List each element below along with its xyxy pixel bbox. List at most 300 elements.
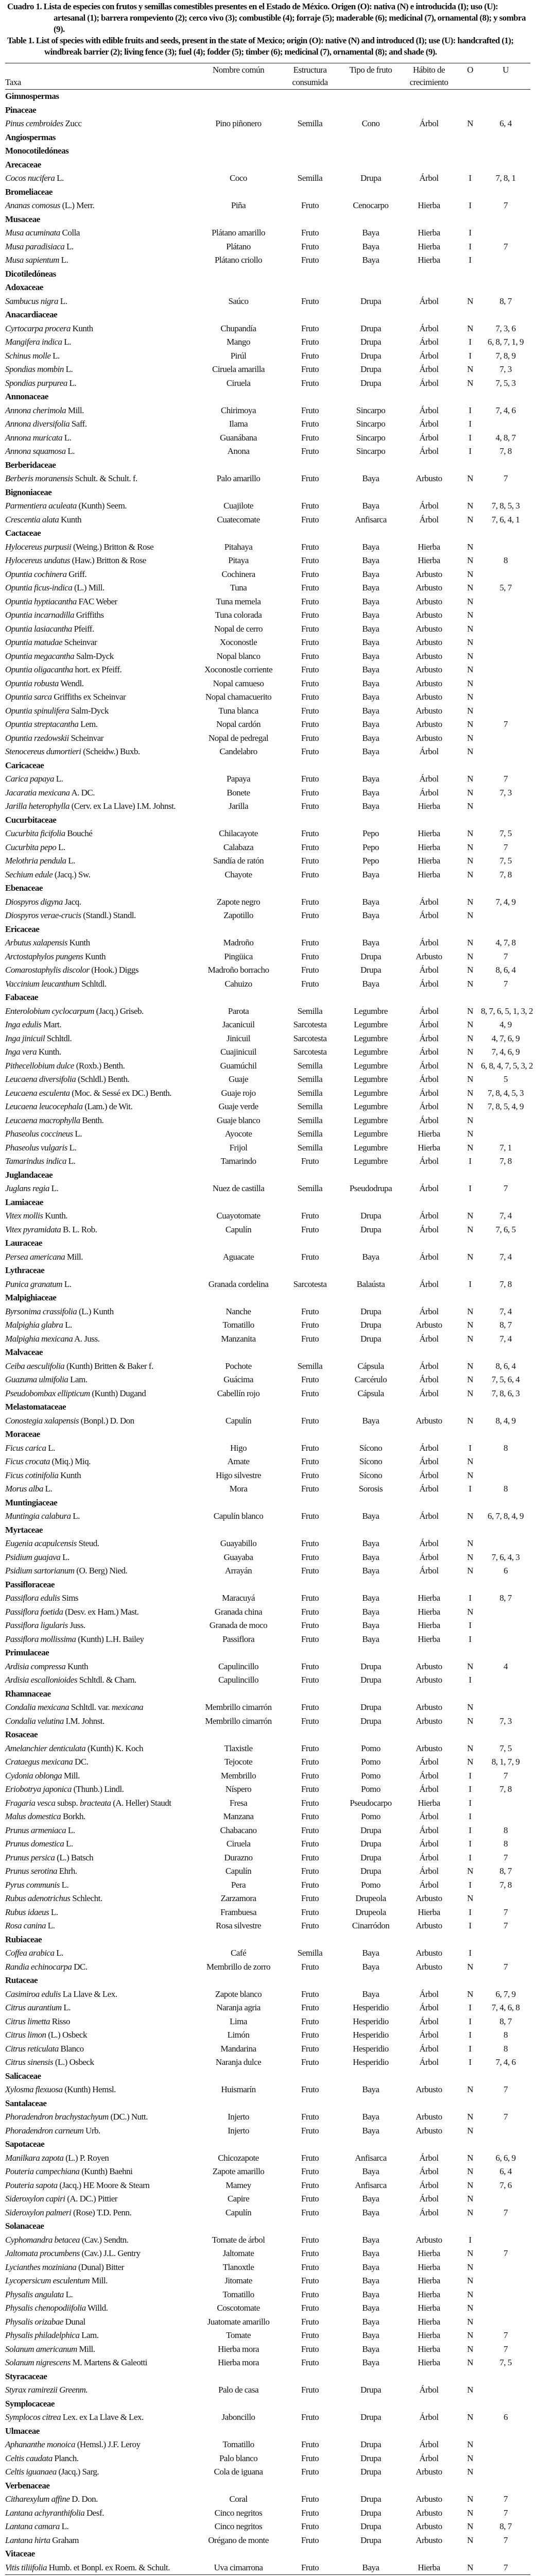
authority: Dunal [65, 2316, 85, 2327]
authority: Mill. [79, 2344, 95, 2354]
fruit-type: Baya [362, 2276, 379, 2285]
taxon-group-row [5, 923, 530, 937]
taxon-group-label: Lythraceae [5, 1265, 45, 1275]
structure: Fruto [301, 1852, 319, 1862]
species-name [5, 1865, 200, 1878]
use: 7, 4 [499, 1251, 512, 1262]
fruit-type: Baya [362, 2344, 379, 2354]
structure: Fruto [301, 2003, 319, 2012]
habit: Árbol [419, 405, 439, 415]
scientific-name: Leucaena macrophylla [5, 1115, 80, 1125]
fruit-type: Drupa [360, 2467, 381, 2477]
habit: Árbol [419, 1088, 439, 1098]
species-name [5, 1906, 200, 1920]
authority: L. [65, 2289, 73, 2299]
species-name [5, 417, 200, 431]
use: 5 [504, 1074, 508, 1084]
origin: I [469, 1825, 472, 1835]
structure: Semilla [297, 1115, 323, 1125]
structure: Fruto [301, 965, 319, 975]
common-name: Plátano criollo [214, 255, 263, 265]
use: 6, 8, 4, 7, 5, 3, 2 [481, 1060, 533, 1071]
authority: L. [47, 1921, 55, 1930]
taxon-group-label: Solanaceae [5, 2221, 44, 2231]
authority: Mill. [63, 1770, 80, 1781]
use: 7, 8 [499, 869, 512, 879]
scientific-name: Phaseolus coccineus [5, 1129, 73, 1139]
common-name: Frijol [229, 1142, 248, 1153]
scientific-name: Rosa canina [5, 1921, 46, 1930]
authority: (Standl.) Standl. [83, 910, 136, 920]
habit: Árbol [419, 1074, 439, 1084]
origin: I [469, 1634, 472, 1644]
fruit-type: Baya [362, 2248, 379, 2258]
fruit-type: Legumbre [354, 1142, 388, 1153]
use: 7, 3, 6 [495, 323, 516, 333]
taxon-group-row [5, 308, 530, 322]
common-name: Nopal de pedregal [208, 733, 269, 743]
origin: N [467, 323, 473, 333]
common-name: Nopal camueso [213, 678, 264, 688]
fruit-type: Drupa [360, 364, 381, 374]
scientific-name: Diospyros digyna [5, 896, 63, 907]
species-name [5, 1032, 200, 1046]
origin: I [469, 2057, 472, 2067]
structure: Semilla [297, 1074, 323, 1084]
structure: Fruto [301, 774, 319, 784]
species-row [5, 595, 530, 609]
use: 7 [504, 842, 508, 852]
species-name [5, 1414, 200, 1428]
structure: Fruto [301, 2385, 319, 2395]
use: 7, 4 [499, 1333, 512, 1344]
common-name: Pitaya [228, 555, 249, 565]
origin: N [467, 2180, 473, 2190]
use: 8, 7, 6, 5, 1, 3, 2 [481, 1006, 533, 1016]
fruit-type: Cono [361, 118, 380, 128]
fruit-type: Legumbre [354, 1156, 388, 1166]
habit: Arbusto [416, 2507, 442, 2518]
origin: N [467, 1101, 473, 1111]
authority: Blanco [60, 2043, 84, 2054]
scientific-name: Passiflora ligularis [5, 1620, 68, 1630]
habit: Árbol [419, 350, 439, 361]
habit: Árbol [419, 1101, 439, 1111]
origin: N [467, 2562, 473, 2572]
scientific-name: Opuntia streptacantha [5, 719, 79, 729]
species-name [5, 1919, 200, 1933]
scientific-name: Byrsonima crassifolia [5, 1306, 77, 1316]
structure: Fruto [301, 200, 319, 210]
use [481, 1114, 530, 1128]
species-row [5, 253, 530, 267]
scientific-name: Opuntia ficus-indica [5, 583, 73, 592]
species-row [5, 1114, 530, 1128]
structure: Fruto [301, 1251, 319, 1262]
species-name [5, 1005, 200, 1019]
scientific-name: Schinus molle [5, 350, 51, 361]
structure: Semilla [297, 1129, 323, 1139]
species-name [5, 2288, 200, 2302]
species-row [5, 1865, 530, 1878]
taxon-group-label: Pinaceae [5, 105, 37, 115]
species-row [5, 172, 530, 185]
authority: L. [48, 1443, 55, 1453]
fruit-type: Baya [362, 1989, 379, 1999]
fruit-type: Anfisarca [355, 2153, 387, 2163]
common-name: Capire [227, 2194, 250, 2204]
origin: N [467, 1415, 473, 1426]
species-name [5, 1605, 200, 1619]
common-name: Higo [230, 1443, 247, 1453]
authority: (L.) Mill. [74, 583, 105, 592]
species-name [5, 650, 200, 664]
fruit-type: Pseudocarpo [350, 1798, 392, 1808]
structure: Fruto [301, 2043, 319, 2054]
fruit-type: Baya [362, 255, 379, 265]
origin: N [467, 501, 473, 511]
use: 7, 8, 6, 3 [491, 1388, 520, 1398]
fruit-type: Sorosis [358, 1484, 383, 1494]
scientific-name: Melothria pendula [5, 856, 66, 866]
scientific-name: Amelanchier denticulata [5, 1743, 86, 1753]
origin: N [467, 2262, 473, 2272]
species-row [5, 1032, 530, 1046]
structure: Semilla [297, 1101, 323, 1111]
species-name [5, 377, 200, 391]
species-name [5, 2083, 200, 2097]
table-caption [0, 0, 536, 58]
scientific-name: Citrus sinensis [5, 2057, 54, 2067]
authority: (Kunth) Baehni [81, 2166, 133, 2176]
habit: Árbol [419, 1866, 439, 1876]
common-name: Arrayán [224, 1566, 252, 1575]
origin: N [467, 1306, 473, 1316]
scientific-name: Spondias mombin [5, 364, 64, 374]
species-row [5, 1469, 530, 1483]
habit: Arbusto [416, 651, 442, 661]
authority: (Weing.) Britton & Rose [73, 541, 154, 552]
structure: Fruto [301, 323, 319, 333]
species-row [5, 1837, 530, 1851]
species-row [5, 1442, 530, 1455]
origin: N [467, 2453, 473, 2463]
species-name [5, 1223, 200, 1237]
structure: Fruto [301, 1156, 319, 1166]
use: 7, 5 [499, 828, 512, 838]
use [481, 540, 530, 554]
authority: L. [64, 1279, 72, 1289]
authority: Kunth. [45, 1211, 67, 1221]
common-name: Madroño borracho [208, 965, 269, 975]
origin: N [467, 637, 473, 647]
scientific-name: Lycianthes moziniana [5, 2262, 77, 2272]
origin: N [467, 1552, 473, 1562]
fruit-type: Baya [362, 2125, 379, 2136]
scientific-name: Sechium edule [5, 869, 53, 879]
species-name [5, 445, 200, 459]
species-name [5, 2110, 200, 2124]
species-row [5, 827, 530, 841]
origin: N [467, 296, 473, 306]
taxon-group-label: Rutaceae [5, 1975, 38, 1985]
species-row [5, 226, 530, 240]
common-name: Guayaba [223, 1552, 253, 1562]
use: 8, 7 [499, 296, 512, 306]
structure: Fruto [301, 1716, 319, 1726]
structure: Fruto [301, 473, 319, 483]
common-name: Zapote amarillo [212, 2166, 265, 2176]
origin: N [467, 2125, 473, 2136]
origin: I [469, 1770, 472, 1781]
use: 4 [504, 1661, 508, 1671]
scientific-name: Psidium sartorianum [5, 1566, 75, 1575]
species-name [5, 253, 200, 267]
structure: Fruto [301, 1661, 319, 1671]
species-row [5, 1537, 530, 1551]
origin: I [469, 350, 472, 361]
taxon-group-label: Dicotiledóneas [5, 268, 56, 279]
fruit-type: Pepo [362, 856, 379, 866]
species-name [5, 1564, 200, 1578]
taxon-group-label: Passifloraceae [5, 1579, 55, 1589]
habit: Árbol [419, 118, 439, 128]
authority: Mill. [91, 2276, 108, 2285]
taxon-group-label: Primulaceae [5, 1648, 49, 1657]
fruit-type: Baya [362, 596, 379, 606]
taxon-group-label: Malvaceae [5, 1347, 43, 1357]
structure: Fruto [301, 1538, 319, 1548]
authority: A. Juss. [74, 1333, 100, 1344]
authority: D. Don. [72, 2494, 98, 2504]
origin: N [467, 2207, 473, 2217]
authority: La Llave & Lex. [62, 1989, 117, 1999]
common-name: Tlaxistle [224, 1743, 253, 1753]
scientific-name: Inga edulis [5, 1020, 42, 1029]
structure: Fruto [301, 623, 319, 634]
authority: L. [61, 1879, 69, 1890]
species-name [5, 2452, 200, 2466]
common-name: Granada de moco [209, 1620, 268, 1630]
fruit-type: Baya [362, 896, 379, 907]
species-row [5, 1742, 530, 1756]
fruit-type: Drupa [360, 323, 381, 333]
use: 7, 8, 5, 3 [491, 501, 520, 511]
authority: (Hook.) Diggs [91, 965, 139, 975]
habit: Árbol [419, 1224, 439, 1234]
species-name [5, 1797, 200, 1810]
species-name [5, 895, 200, 909]
fruit-type: Drupa [360, 2439, 381, 2449]
species-name [5, 909, 200, 923]
scientific-name: Malus domestica [5, 1811, 61, 1821]
common-name: Guácima [223, 1375, 253, 1384]
scientific-name: Randia echinocarpa [5, 1961, 72, 1972]
common-name: Nanche [226, 1306, 251, 1316]
habit: Hierba [418, 1606, 440, 1617]
taxon-group-row [5, 759, 530, 773]
authority: (Cerv. ex La Llave) I.M. Johnst. [71, 801, 176, 811]
fruit-type: Hesperidio [353, 2016, 389, 2026]
fruit-type: Anfisarca [355, 514, 387, 524]
use: 4, 7, 8 [495, 938, 516, 947]
taxon-group-label: Musaceae [5, 214, 40, 224]
habit: Hierba [418, 1798, 440, 1808]
habit: Arbusto [416, 583, 442, 592]
use: 7, 4 [499, 1306, 512, 1316]
origin: N [467, 2385, 473, 2395]
structure: Fruto [301, 419, 319, 429]
authority: FAC Weber [78, 596, 117, 606]
origin: N [467, 1702, 473, 1712]
taxon-group-label: Styracaceae [5, 2371, 47, 2381]
scientific-name: Citharexylum affine [5, 2494, 70, 2504]
structure: Fruto [301, 637, 319, 647]
species-name [5, 2506, 200, 2520]
species-row [5, 1482, 530, 1496]
origin: N [467, 541, 473, 552]
structure: Fruto [301, 1320, 319, 1330]
common-name: Capulín [225, 1224, 252, 1234]
species-row [5, 2438, 530, 2452]
species-name [5, 1250, 200, 1264]
species-name [5, 1455, 200, 1469]
origin: N [467, 678, 473, 688]
habit: Arbusto [416, 678, 442, 688]
species-row [5, 117, 530, 131]
species-name [5, 1373, 200, 1387]
origin: N [467, 1115, 473, 1125]
species-name [5, 1510, 200, 1523]
common-name: Zarzamora [220, 1893, 256, 1903]
species-name [5, 1278, 200, 1292]
fruit-type: Drupa [360, 2494, 381, 2504]
scientific-name: Spondias purpurea [5, 378, 67, 388]
species-name [5, 854, 200, 868]
authority: (Kunth) K. Koch [87, 1743, 144, 1753]
use [481, 2192, 530, 2206]
use: 6, 4 [499, 2166, 512, 2176]
authority-part: subsp. [55, 1798, 80, 1808]
fruit-type: Drupa [360, 2412, 381, 2422]
structure: Fruto [301, 1484, 319, 1494]
origin: I [469, 1921, 472, 1930]
use [481, 417, 530, 431]
species-name [5, 2179, 200, 2193]
habit: Árbol [419, 1784, 439, 1794]
common-name: Orégano de monte [208, 2535, 269, 2545]
species-row [5, 1906, 530, 1920]
taxon-group-row [5, 1168, 530, 1182]
use: 7 [504, 2248, 508, 2258]
taxon-group-label: Lauraceae [5, 1238, 42, 1248]
authority: L. [66, 1839, 73, 1849]
fruit-type: Baya [362, 2234, 379, 2245]
use [481, 1469, 530, 1483]
structure: Semilla [297, 1006, 323, 1016]
habit: Árbol [419, 296, 439, 306]
scientific-name: Annona muricata [5, 432, 63, 443]
common-name: Chirimoya [220, 405, 256, 415]
taxon-group-row [5, 185, 530, 199]
scientific-name: Sambucus nigra [5, 296, 59, 306]
species-row [5, 2383, 530, 2397]
common-name: Injerto [228, 2112, 249, 2122]
scientific-name: Conostegia xalapensis [5, 1415, 79, 1426]
habit: Árbol [419, 2194, 439, 2204]
taxon-group-row [5, 1400, 530, 1414]
species-row [5, 1769, 530, 1783]
taxon-group-label: Symplocaceae [5, 2398, 55, 2409]
authority: DC. [74, 1757, 89, 1767]
species-name [5, 1892, 200, 1906]
species-row [5, 950, 530, 964]
fruit-type: Sincarpo [356, 405, 386, 415]
common-name: Manzanita [221, 1333, 256, 1344]
common-name: Passiflora [222, 1634, 255, 1644]
authority: L. [68, 1156, 76, 1166]
common-name: Piña [231, 200, 246, 210]
use [481, 1701, 530, 1715]
species-name [5, 950, 200, 964]
use: 7, 8, 5, 4, 9 [488, 1101, 524, 1111]
origin: N [467, 2467, 473, 2477]
fruit-type: Baya [362, 2112, 379, 2122]
origin: N [467, 938, 473, 947]
taxon-group-row [5, 814, 530, 827]
use [481, 1810, 530, 1824]
use [481, 2452, 530, 2466]
habit: Arbusto [416, 1948, 442, 1958]
habit: Árbol [419, 787, 439, 798]
common-name: Capulín [225, 1415, 252, 1426]
species-name [5, 554, 200, 568]
authority: (Jacq.) Griseb. [96, 1006, 144, 1016]
authority: (Jacq.) Sarg. [58, 2467, 99, 2477]
structure: Fruto [301, 869, 319, 879]
authority: Steud. [78, 1538, 99, 1548]
species-name [5, 800, 200, 814]
origin: I [469, 173, 472, 183]
authority: Wendl. [60, 678, 84, 688]
species-name [5, 1469, 200, 1483]
habit: Arbusto [416, 2467, 442, 2477]
fruit-type: Drupa [360, 350, 381, 361]
use: 6 [504, 2412, 508, 2422]
species-row [5, 663, 530, 677]
species-name [5, 2001, 200, 2015]
origin: N [467, 1606, 473, 1617]
common-name: Coral [229, 2494, 248, 2504]
species-name [5, 1045, 200, 1059]
taxon-group-row [5, 267, 530, 281]
taxon-group-row [5, 1428, 530, 1442]
use: 7 [504, 2207, 508, 2217]
species-name [5, 1851, 200, 1865]
common-name: Membrillo cimarrón [205, 1716, 272, 1726]
fruit-type: Baya [362, 637, 379, 647]
species-name [5, 2151, 200, 2165]
species-row [5, 1701, 530, 1715]
authority: L. [50, 1907, 58, 1917]
habit: Hierba [418, 241, 440, 251]
fruit-type: Baya [362, 2166, 379, 2176]
common-name: Café [230, 1948, 247, 1958]
structure: Fruto [301, 432, 319, 443]
use [481, 2465, 530, 2479]
use: 7 [504, 719, 508, 729]
use: 7, 4, 6, 9 [491, 1047, 520, 1057]
